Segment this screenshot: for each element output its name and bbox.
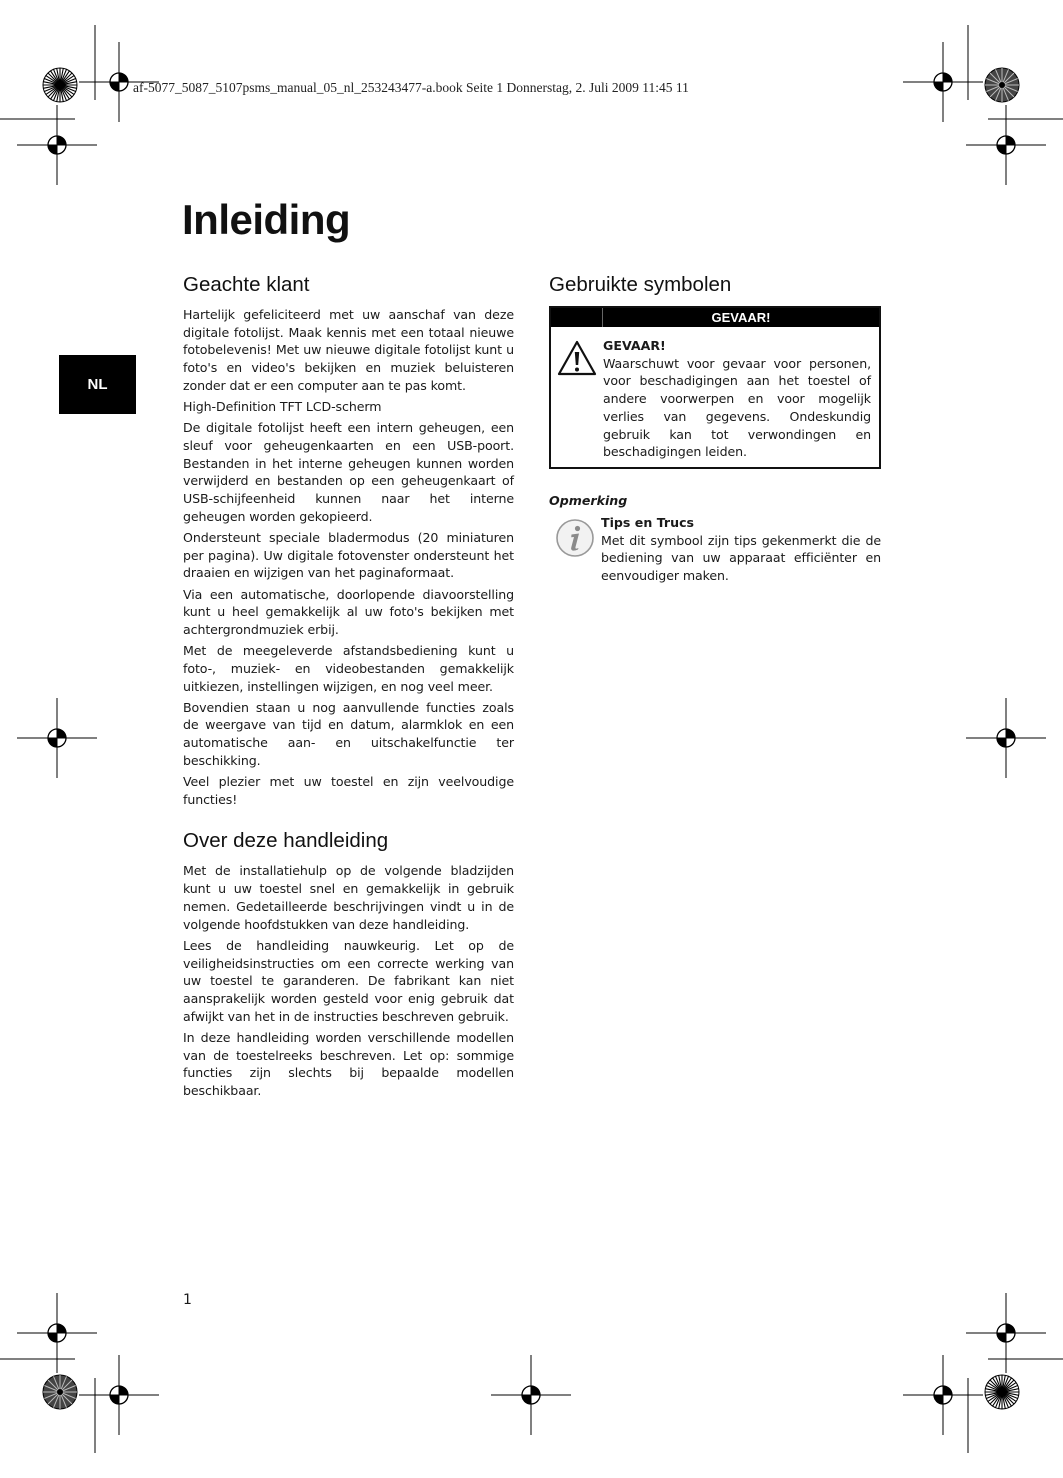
note-label: Opmerking	[549, 492, 628, 508]
section-heading-symbols: Gebruikte symbolen	[549, 273, 732, 296]
paragraph: In deze handleiding worden verschillende modellen van de toestelreeks beschreven. Let op: sommige functies zijn slechts bij bepaalde modellen beschikbaar.	[183, 1029, 514, 1098]
danger-box	[549, 306, 881, 469]
paragraph: Veel plezier met uw toestel en zijn veelvoudige functies!	[183, 774, 514, 807]
warning-triangle-icon	[557, 340, 597, 376]
paragraph: Hartelijk gefeliciteerd met uw aanschaf van deze digitale fotolijst. Maak kennis met een totaal nieuwe fotobelevenis! Met uw nieuwe digitale fotolijst kunt u foto's en video's bekijken en muziek beluisteren zonder dat er een computer aan te pas komt.	[183, 307, 514, 393]
danger-title: GEVAAR!	[603, 338, 666, 353]
note-text: Met dit symbool zijn tips gekenmerkt die de bediening van uw apparaat efficiënter en eenvoudiger maken.	[601, 532, 881, 584]
paragraph: Met de meegeleverde afstandsbediening kunt u foto-, muziek- en videobestanden gemakkelijk uitkiezen, instellingen wijzigen, en nog veel meer.	[183, 643, 514, 694]
language-tab	[59, 355, 136, 414]
language-tab-label: NL	[87, 376, 108, 393]
print-header: af-5077_5087_5107psms_manual_05_nl_253243477-a.book Seite 1 Donnerstag, 2. Juli 2009 11:45 11	[133, 80, 689, 95]
danger-header-label: GEVAAR!	[711, 310, 771, 325]
danger-text: Waarschuwt voor gevaar voor personen, voor beschadigingen aan het toestel of andere voorwerpen en voor mogelijk verlies van gegevens. Ondeskundig gebruik kan tot verwondingen en beschadigingen leiden.	[603, 355, 871, 460]
page-title: Inleiding	[182, 196, 351, 243]
note-title: Tips en Trucs	[601, 514, 695, 530]
paragraph: Ondersteunt speciale bladermodus (20 miniaturen per pagina). Uw digitale fotovenster ondersteunt het draaien en wijzigen van het paginaformaat.	[183, 529, 514, 581]
paragraph: Lees de handleiding nauwkeurig. Let op de veiligheidsinstructies om een correcte werking van uw toestel te garanderen. De fabrikant kan niet aansprakelijk worden gesteld voor enig gebruik dat afwijkt van het in de instructies beschreven gebruik.	[183, 937, 514, 1024]
paragraph: Met de installatiehulp op de volgende bladzijden kunt u uw toestel snel en gemakkelijk in gebruik nemen. Gedetailleerde beschrijvingen vindt u in de volgende hoofdstukken van deze handleiding.	[183, 863, 514, 932]
page-number: 1	[183, 1292, 192, 1308]
note-box	[549, 514, 881, 585]
info-icon	[555, 518, 595, 558]
danger-header	[551, 308, 879, 327]
paragraph: Bovendien staan u nog aanvullende functies zoals de weergave van tijd en datum, alarmklok en een automatische aan- en uitschakelfunctie ter beschikking.	[183, 699, 514, 768]
paragraph: De digitale fotolijst heeft een intern geheugen, een sleuf voor geheugenkaarten en een USB-poort. Bestanden in het interne geheugen kunnen worden verwijderd en bestanden op een geheugenkaart of USB-schijfeenheid kunnen naar het interne geheugen worden gekopieerd.	[183, 420, 514, 524]
section-heading-dear-customer: Geachte klant	[183, 273, 310, 296]
right-column	[549, 272, 881, 585]
left-column	[183, 272, 514, 1103]
section-heading-about-manual: Over deze handleiding	[183, 829, 389, 853]
paragraph: Via een automatische, doorlopende diavoorstelling kunt u heel gemakkelijk al uw foto's bekijken met achtergrondmuziek erbij.	[183, 586, 514, 637]
paragraph: High-Definition TFT LCD-scherm	[183, 399, 382, 415]
